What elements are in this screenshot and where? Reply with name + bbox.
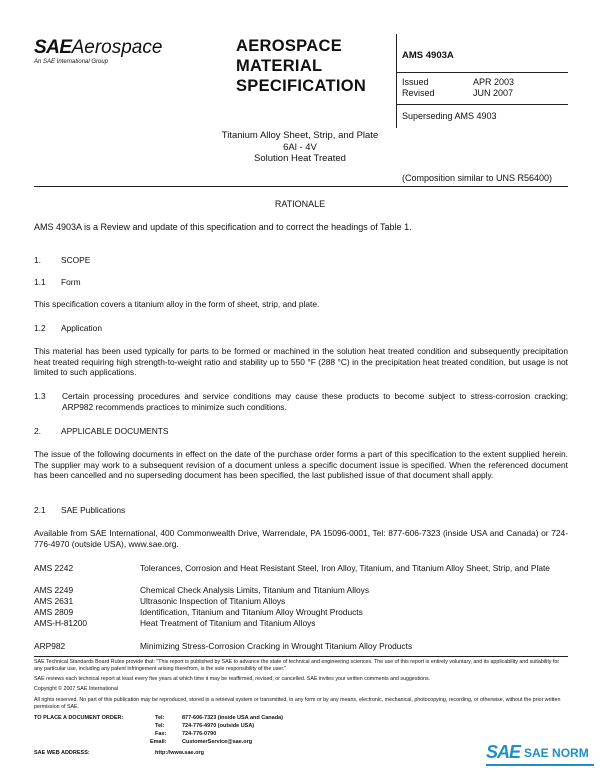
section-2-1-text: Available from SAE International, 400 Commonwealth Drive, Warrendale, PA 15096-0001, Tel: 877-606-7323 (inside USA and Canada) or 724-776-4970 (outside USA), www.sae.org.	[34, 528, 568, 549]
sae-norm-brand	[486, 742, 594, 766]
footer-rules-text: SAE Technical Standards Board Rules provide that: "This report is published by SAE to advance the state of technical and engineering sciences. The use of this report is entirely voluntary, and its applicability and suitability for any particular use, including any patent infringement arising therefrom, is the sole responsibility of the user."	[34, 659, 560, 672]
tel2-value[interactable]: 724-776-4970 (outside USA)	[182, 723, 255, 729]
document-code: ARP982	[34, 641, 66, 651]
header-divider-vertical	[396, 34, 397, 128]
footer-copyright: Copyright © 2007 SAE International	[34, 686, 118, 692]
document-type-title: AEROSPACE MATERIAL SPECIFICATION	[236, 37, 367, 95]
issued-date: APR 2003	[473, 77, 515, 87]
document-description: Tolerances, Corrosion and Heat Resistant Steel, Iron Alloy, Titanium, and Titanium Alloy Sheet, Strip, and Plate	[140, 563, 550, 573]
document-code: AMS 2631	[34, 596, 74, 606]
tel-value[interactable]: 877-606-7323 (inside USA and Canada)	[182, 715, 283, 721]
logo-subtitle: An SAE International Group	[34, 59, 109, 65]
document-description: Chemical Check Analysis Limits, Titanium and Titanium Alloys	[140, 585, 370, 595]
document-code: AMS-H-81200	[34, 618, 88, 628]
section-1-2-heading: 1.2 Application	[34, 323, 102, 333]
rationale-text: AMS 4903A is a Review and update of this specification and to correct the headings of Table 1.	[34, 222, 412, 232]
section-1-1-text: This specification covers a titanium alloy in the form of sheet, strip, and plate.	[34, 299, 320, 309]
sae-norm-logo-icon: SAE	[486, 742, 521, 762]
header-divider-2	[396, 104, 568, 105]
section-1-2-text: This material has been used typically for parts to be formed or machined in the solution heat treated condition and subsequently precipitation heat treated requiring high strength-to-weight ratio and stability up to 550 °F (288 °C) in the precipitation heat treated condition, but usage is not limited to such applications.	[34, 346, 568, 377]
section-1-1-heading: 1.1 Form	[34, 277, 81, 287]
document-code: AMS 2249	[34, 585, 74, 595]
revised-label: Revised	[402, 88, 435, 98]
document-code: AMS 2809	[34, 607, 74, 617]
document-description: Minimizing Stress-Corrosion Cracking in Wrought Titanium Alloy Products	[140, 641, 413, 651]
document-description: Ultrasonic Inspection of Titanium Alloys	[140, 596, 286, 606]
document-number: AMS 4903A	[402, 50, 454, 61]
section-2-heading: 2. APPLICABLE DOCUMENTS	[34, 426, 169, 436]
logo-bold-text: SAE	[34, 37, 72, 58]
tel2-label: Tel:	[155, 723, 165, 729]
rationale-heading: RATIONALE	[274, 199, 326, 209]
title-divider	[34, 186, 568, 187]
web-link[interactable]: http://www.sae.org	[155, 750, 204, 756]
fax-value: 724-776-0790	[182, 731, 217, 737]
superseding-note: Superseding AMS 4903	[402, 111, 497, 121]
document-code: AMS 2242	[34, 563, 74, 573]
order-label: TO PLACE A DOCUMENT ORDER:	[34, 715, 124, 721]
logo-text: Aerospace	[71, 37, 163, 58]
sae-norm-text: SAE NORM	[524, 745, 589, 760]
header-divider-1	[396, 72, 568, 73]
section-1-3-text: Certain processing procedures and service conditions may cause these products to become subject to stress-corrosion cracking; ARP982 recommends practices to minimize such conditions.	[62, 391, 568, 412]
email-value[interactable]: CustomerService@sae.org	[182, 739, 253, 745]
issued-label: Issued	[402, 77, 429, 87]
section-2-1-heading: 2.1 SAE Publications	[34, 505, 126, 515]
sae-aerospace-logo	[34, 38, 162, 65]
brand-underline	[486, 764, 594, 766]
email-label: Email:	[150, 739, 167, 745]
section-1-3-number: 1.3	[34, 391, 46, 401]
footer-rights-text: All rights reserved. No part of this publication may be reproduced, stored in a retrieval system or transmitted, in any form or by any means, electronic, mechanical, photocopying, recording, or otherwise, without the prior written permission of SAE.	[34, 697, 561, 710]
section-1-heading: 1. SCOPE	[34, 255, 91, 265]
fax-label: Fax:	[155, 731, 167, 737]
section-2-text: The issue of the following documents in effect on the date of the purchase order forms a part of this specification to the extent supplied herein. The supplier may work to a subsequent revision of a document unless a specific document issue is specified. When the referenced document has been cancelled and no superseding document has been specified, the last published issue of that document shall apply.	[34, 449, 568, 480]
document-description: Identification, Titanium and Titanium Alloy Wrought Products	[140, 607, 363, 617]
material-title: Titanium Alloy Sheet, Strip, and Plate 6Al - 4V Solution Heat Treated	[221, 130, 379, 164]
web-label: SAE WEB ADDRESS:	[34, 750, 90, 756]
footer-divider	[34, 656, 568, 657]
document-description: Heat Treatment of Titanium and Titanium Alloys	[140, 618, 316, 628]
footer-review-text: SAE reviews each technical report at least every five years at which time it may be reaffirmed, revised, or cancelled. SAE invites your written comments and suggestions.	[34, 676, 431, 682]
revised-date: JUN 2007	[473, 88, 514, 98]
tel-label: Tel:	[155, 715, 165, 721]
composition-note: (Composition similar to UNS R56400)	[402, 173, 553, 183]
